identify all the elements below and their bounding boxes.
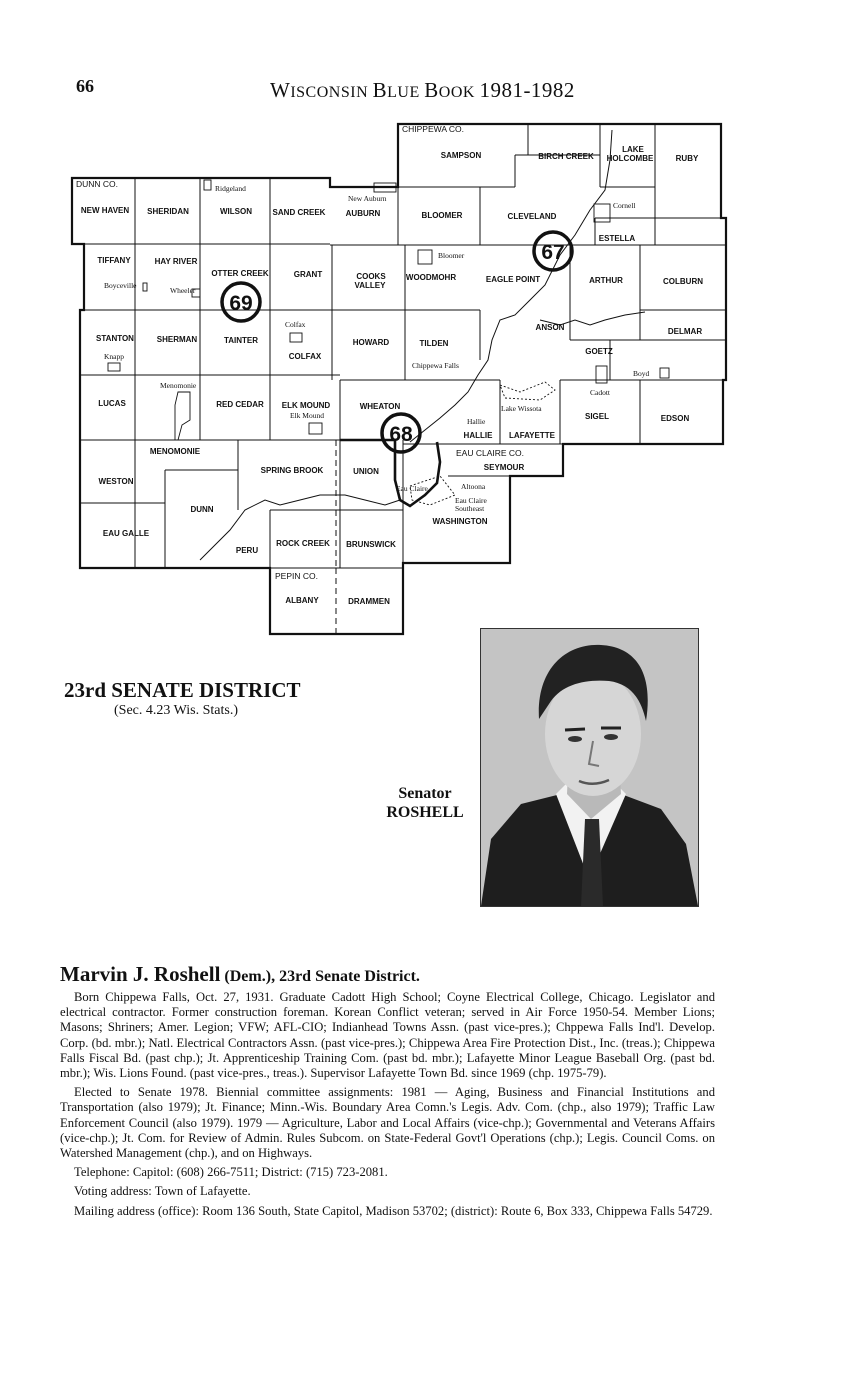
town-red-cedar: RED CEDAR (216, 400, 264, 409)
town-lafayette: LAFAYETTE (509, 431, 555, 440)
bio-para-committees: Elected to Senate 1978. Biennial committee assignments: 1981 — Aging, Business and Financial Institutions and Transportation (also 1979); Jt. Finance; Minn.-Wis. Boundary Area Comn.'s Legis. Adv. Com. (chp., also 1979); Traffic Law Enforcement Council (also 1979). 1979 — Agriculture, Labor and Local Affairs (vice-chp.); Governmental and Veterans Affairs (vice-chp.); Jt. Com. for Review of Admin. Rules Subcom. on State-Federal Govt'l Operations (chp.); Legis. Council Coms. on Watershed Management (chp.), and on Highways. (60, 1085, 715, 1161)
senator-portrait (480, 628, 699, 907)
map-place-box-cornell (594, 204, 610, 222)
bio-name (60, 962, 420, 987)
place-eau-claire-se1: Eau Claire (455, 496, 487, 505)
district-67-label: 67 (541, 241, 565, 264)
place-new-auburn: New Auburn (348, 194, 387, 203)
town-spring-brook: SPRING BROOK (260, 466, 324, 475)
senator-caption-line2: ROSHELL (386, 804, 464, 821)
town-sheridan: SHERIDAN (147, 207, 189, 216)
county-eau-claire: EAU CLAIRE CO. (456, 448, 525, 458)
town-albany: ALBANY (285, 596, 319, 605)
district-69-label: 69 (229, 292, 253, 315)
place-eau-claire-se2: Southeast (455, 504, 485, 513)
running-head-w: W (270, 78, 291, 102)
place-colfax: Colfax (285, 320, 306, 329)
town-sampson: SAMPSON (440, 151, 482, 160)
town-grant: GRANT (293, 270, 323, 279)
town-lake: LAKE (622, 145, 644, 154)
place-elk-mound: Elk Mound (290, 411, 324, 420)
town-goetz: GOETZ (585, 347, 613, 356)
town-rock-creek: ROCK CREEK (276, 539, 330, 548)
map-place-box-elk-mound (309, 423, 322, 434)
biography (60, 990, 715, 1219)
town-weston: WESTON (98, 477, 134, 486)
town-cooks: COOKS (356, 272, 386, 281)
place-wheeler: Wheeler (170, 286, 196, 295)
town-menomonie: MENOMONIE (149, 447, 201, 456)
town-anson: ANSON (535, 323, 565, 332)
district-title: 23rd SENATE DISTRICT (64, 678, 301, 702)
map-place-box-menomonie (175, 392, 190, 440)
town-colburn: COLBURN (663, 277, 703, 286)
district-subtitle: (Sec. 4.23 Wis. Stats.) (114, 703, 239, 718)
town-sand-creek: SAND CREEK (272, 208, 326, 217)
running-head-years: 1981-1982 (479, 78, 575, 102)
district-68-label: 68 (389, 423, 413, 446)
place-boyceville: Boyceville (104, 281, 137, 290)
town-birch-creek: BIRCH CREEK (538, 152, 594, 161)
county-pepin: PEPIN CO. (275, 571, 318, 581)
town-hay-river: HAY RIVER (154, 257, 198, 266)
town-drammen: DRAMMEN (348, 597, 390, 606)
running-head-wisconsin: ISCONSIN (290, 84, 373, 101)
bio-name-party-district: (Dem.), 23rd Senate District. (220, 968, 420, 985)
map-place-box-bloomer (418, 250, 432, 264)
town-new-haven: NEW HAVEN (80, 206, 130, 215)
running-head-blue: LUE (387, 84, 425, 101)
place-boyd: Boyd (633, 369, 650, 378)
town-wilson: WILSON (220, 207, 252, 216)
senator-caption (370, 784, 480, 822)
town-seymour: SEYMOUR (483, 463, 525, 472)
town-tiffany: TIFFANY (97, 256, 131, 265)
bio-name-main: Marvin J. Roshell (60, 962, 221, 986)
place-cadott: Cadott (590, 388, 610, 397)
map-place-box-boyd (660, 368, 669, 378)
map-place-lake-wissota (500, 382, 555, 400)
town-wheaton: WHEATON (359, 402, 401, 411)
place-bloomer: Bloomer (438, 251, 465, 260)
town-washington: WASHINGTON (432, 517, 488, 526)
place-knapp: Knapp (104, 352, 124, 361)
map-place-box-colfax (290, 333, 302, 342)
town-hallie: HALLIE (463, 431, 493, 440)
town-edson: EDSON (660, 414, 690, 423)
district-map (0, 0, 859, 640)
town-brunswick: BRUNSWICK (346, 540, 396, 549)
town-otter-creek: OTTER CREEK (211, 269, 269, 278)
town-holcombe: HOLCOMBE (606, 154, 654, 163)
county-dunn: DUNN CO. (76, 179, 119, 189)
map-river-chippewa (410, 130, 612, 442)
running-head-b: B (372, 78, 388, 102)
running-head-book: OOK (438, 84, 480, 101)
map-river-red-cedar (200, 495, 400, 560)
town-colfax: COLFAX (288, 352, 322, 361)
place-cornell: Cornell (613, 201, 636, 210)
town-arthur: ARTHUR (589, 276, 623, 285)
town-woodmohr: WOODMOHR (405, 273, 457, 282)
page-number: 66 (76, 76, 94, 96)
place-hallie: Hallie (467, 417, 486, 426)
place-menomonie: Menomonie (160, 381, 197, 390)
place-lake-wissota: Lake Wissota (501, 404, 542, 413)
town-valley: VALLEY (354, 281, 386, 290)
bio-para-voting-address: Voting address: Town of Lafayette. (74, 1184, 251, 1199)
place-altoona: Altoona (461, 482, 486, 491)
town-eagle-point: EAGLE POINT (485, 275, 541, 284)
bio-para-mailing-address: Mailing address (office): Room 136 South, State Capitol, Madison 53702; (district): Route 6, Box 333, Chippewa Falls 54729. (74, 1203, 713, 1218)
place-eau-claire: Eau Claire (396, 484, 428, 493)
county-chippewa: CHIPPEWA CO. (402, 124, 465, 134)
map-place-box-boyceville (143, 283, 147, 291)
map-grid-eauclaire (270, 440, 563, 568)
map-place-box-ridgeland (204, 180, 211, 190)
town-union: UNION (353, 467, 379, 476)
town-sigel: SIGEL (584, 412, 610, 421)
town-bloomer: BLOOMER (421, 211, 463, 220)
bio-para-telephone: Telephone: Capitol: (608) 266-7511; District: (715) 723-2081. (74, 1165, 388, 1180)
place-ridgeland: Ridgeland (215, 184, 246, 193)
town-lucas: LUCAS (98, 399, 126, 408)
town-eau-galle: EAU GALLE (102, 529, 150, 538)
map-grid-chippewa (330, 124, 726, 245)
portrait-drawing (481, 629, 698, 906)
town-delmar: DELMAR (667, 327, 703, 336)
place-chippewa-falls: Chippewa Falls (412, 361, 459, 370)
town-dunn: DUNN (190, 505, 214, 514)
town-auburn: AUBURN (345, 209, 381, 218)
town-peru: PERU (235, 546, 259, 555)
town-ruby: RUBY (675, 154, 699, 163)
town-estella: ESTELLA (598, 234, 636, 243)
town-tilden: TILDEN (419, 339, 449, 348)
map-place-box-knapp (108, 363, 120, 371)
town-tainter: TAINTER (223, 336, 259, 345)
town-howard: HOWARD (352, 338, 390, 347)
senator-caption-line1: Senator (398, 785, 452, 802)
town-cleveland: CLEVELAND (507, 212, 557, 221)
bio-para-background: Born Chippewa Falls, Oct. 27, 1931. Graduate Cadott High School; Coyne Electrical College, Chicago. Legislator and electrical contractor. Former construction foreman. Korean Conflict veteran; served in Air Force 1950-54. Member Lions; Masons; Shriners; Amer. Legion; VFW; AFL-CIO; Indianhead Towns Assn. (past vice-pres.); Chppewa Falls Ind'l. Develop. Corp. (bd. mbr.); Natl. Electrical Contractors Assn. (past vice-pres.); Chippewa Area Fire Protection Dist., Inc. (treas.); Chippewa Falls Fiscal Bd. (past chp.); Jt. Apprenticeship Training Com. (past bd. mbr.); Lafayette Minor League Baseball Org. (past bd. mbr.); Wis. Lions Found. (past vice-pres., treas.). Supervisor Lafayette Town Bd. since 1969 (chp. 1975-79). (60, 990, 715, 1081)
running-head-b2: B (424, 78, 439, 102)
town-stanton: STANTON (96, 334, 134, 343)
town-elk-mound: ELK MOUND (281, 401, 331, 410)
town-sherman: SHERMAN (156, 335, 198, 344)
